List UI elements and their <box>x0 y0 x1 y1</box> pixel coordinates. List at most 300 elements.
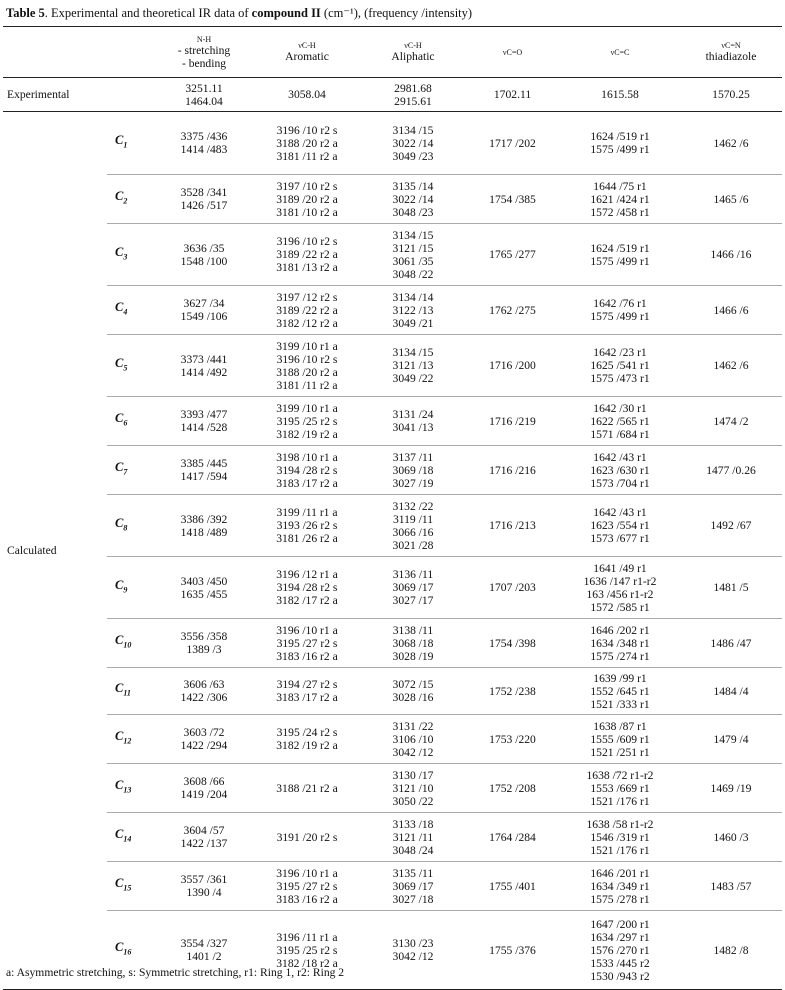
cell-value: 1482 /8 <box>713 943 749 957</box>
cell-cc <box>560 862 680 911</box>
conformer-letter: C <box>115 729 124 744</box>
cell-value: 1638 /87 r1 <box>593 719 647 733</box>
cell-value: 1716 /219 <box>489 414 536 428</box>
cell-aliph <box>361 224 465 286</box>
compound-name: compound II <box>251 6 321 20</box>
cell-value: 1572 /585 r1 <box>590 600 650 614</box>
cell-value: 3069 /17 <box>392 879 434 893</box>
exp-arom <box>253 78 361 112</box>
cell-value: 1422 /294 <box>180 739 228 752</box>
table-caption <box>6 5 472 21</box>
conformer-index: 7 <box>123 467 128 477</box>
cell-value: 3133 /18 <box>392 817 434 831</box>
conformer-name <box>107 335 155 397</box>
cell-value: 3182 /12 r2 a <box>276 316 338 330</box>
conformer-letter: C <box>115 515 124 530</box>
caption-text-b: (cm⁻¹), (frequency /intensity) <box>320 6 473 20</box>
header-co <box>465 27 560 78</box>
cell-value: 1462 /6 <box>713 136 749 150</box>
conformer-name <box>107 286 155 335</box>
cell-nh <box>155 668 253 715</box>
calculated-row <box>3 335 782 397</box>
calculated-row <box>3 619 782 668</box>
cell-value: 1575 /499 r1 <box>590 310 650 323</box>
cell-aliph <box>361 619 465 668</box>
exp-aliph-1: 2981.68 <box>394 81 432 95</box>
cell-value: 1755 /401 <box>489 879 536 893</box>
cell-aliph <box>361 397 465 446</box>
cell-cc <box>560 286 680 335</box>
cell-value: 3181 /13 r2 a <box>276 261 338 274</box>
cell-value: 3069 /18 <box>392 463 434 477</box>
cell-value: 3198 /10 r1 a <box>276 450 338 464</box>
cell-value: 3195 /25 r2 s <box>276 943 338 957</box>
cell-arom <box>253 862 361 911</box>
conformer-letter: C <box>115 355 124 370</box>
cell-nh <box>155 446 253 495</box>
cell-value: 1553 /669 r1 <box>590 781 650 795</box>
cell-value: 1638 /72 r1-r2 <box>586 768 654 782</box>
header-nh-l1: - stretching <box>177 43 231 57</box>
calculated-row <box>3 112 782 175</box>
cell-value: 3049 /23 <box>392 149 434 163</box>
cell-value: 1642 /76 r1 <box>593 297 647 310</box>
cell-value: 3050 /22 <box>392 794 434 808</box>
cell-value: 3048 /23 <box>392 205 434 219</box>
header-aliph-sub: νC-H <box>404 41 422 50</box>
cell-cn <box>680 335 782 397</box>
cell-value: 3375 /436 <box>180 130 228 143</box>
cell-value: 1634 /297 r1 <box>590 930 650 944</box>
cell-value: 3027 /19 <box>392 476 434 490</box>
cell-value: 1716 /216 <box>489 463 536 477</box>
cell-value: 3189 /20 r2 a <box>276 192 338 206</box>
cell-value: 1414 /483 <box>180 143 228 156</box>
cell-value: 3132 /22 <box>392 499 434 513</box>
cell-arom <box>253 668 361 715</box>
conformer-name <box>107 813 155 862</box>
cell-aliph <box>361 668 465 715</box>
cell-cn <box>680 446 782 495</box>
cell-aliph <box>361 286 465 335</box>
cell-value: 3069 /17 <box>392 581 434 594</box>
conformer-index: 2 <box>123 196 128 206</box>
cell-value: 1401 /2 <box>186 950 222 963</box>
exp-aliph-2: 2915.61 <box>394 94 432 108</box>
cell-value: 1716 /213 <box>489 519 536 532</box>
cell-value: 3182 /19 r2 a <box>276 739 338 752</box>
cell-co <box>465 112 560 175</box>
cell-cc <box>560 557 680 619</box>
cell-nh <box>155 557 253 619</box>
cell-nh <box>155 619 253 668</box>
cell-value: 1479 /4 <box>713 732 749 746</box>
cell-value: 1521 /251 r1 <box>590 745 650 759</box>
cell-co <box>465 764 560 813</box>
conformer-name <box>107 112 155 175</box>
conformer-letter: C <box>115 633 124 648</box>
cell-value: 1530 /943 r2 <box>590 969 650 983</box>
conformer-index: 9 <box>123 585 128 595</box>
cell-value: 3134 /14 <box>392 290 434 304</box>
cell-value: 1765 /277 <box>489 248 536 261</box>
cell-value: 3188 /20 r2 a <box>276 365 338 379</box>
table-label: Table 5 <box>6 6 45 20</box>
header-cc <box>560 27 680 78</box>
cell-value: 3028 /19 <box>392 649 434 663</box>
cell-arom <box>253 715 361 764</box>
cell-value: 1639 /99 r1 <box>593 671 647 685</box>
cell-cn <box>680 224 782 286</box>
cell-aliph <box>361 446 465 495</box>
conformer-index: 1 <box>123 140 128 150</box>
exp-cn <box>680 78 782 112</box>
cell-value: 3022 /14 <box>392 136 434 150</box>
exp-aliph <box>361 78 465 112</box>
cell-cc <box>560 911 680 990</box>
cell-arom <box>253 175 361 224</box>
conformer-index: 16 <box>123 947 132 957</box>
conformer-letter: C <box>115 681 124 696</box>
cell-value: 1481 /5 <box>713 581 749 594</box>
cell-aliph <box>361 862 465 911</box>
conformer-name <box>107 175 155 224</box>
cell-value: 1717 /202 <box>489 136 536 150</box>
cell-value: 1755 /376 <box>489 943 536 957</box>
cell-value: 1422 /306 <box>180 691 228 704</box>
cell-value: 1389 /3 <box>186 643 222 656</box>
cell-value: 3021 /28 <box>392 538 434 552</box>
conformer-index: 14 <box>123 834 132 844</box>
cell-cc <box>560 813 680 862</box>
cell-value: 1762 /275 <box>489 303 536 317</box>
cell-cc <box>560 764 680 813</box>
conformer-letter: C <box>115 411 124 426</box>
conformer-letter: C <box>115 577 124 592</box>
conformer-index: 3 <box>123 252 128 262</box>
cell-aliph <box>361 175 465 224</box>
cell-value: 1647 /200 r1 <box>590 917 650 931</box>
cell-nh <box>155 715 253 764</box>
cell-cc <box>560 397 680 446</box>
cell-cc <box>560 175 680 224</box>
cell-value: 3041 /13 <box>392 421 434 434</box>
cell-value: 3195 /25 r2 s <box>276 414 338 428</box>
cell-co <box>465 668 560 715</box>
table-footnote: a: Asymmetric stretching, s: Symmetric stretching, r1: Ring 1, r2: Ring 2 <box>6 966 345 979</box>
header-blank-2 <box>107 27 155 78</box>
cell-aliph <box>361 715 465 764</box>
cell-co <box>465 175 560 224</box>
cell-value: 3028 /16 <box>392 691 434 704</box>
conformer-index: 8 <box>123 523 128 533</box>
cell-value: 1642 /23 r1 <box>593 346 647 359</box>
cell-nh <box>155 286 253 335</box>
header-ch-arom <box>253 27 361 78</box>
calculated-row <box>3 224 782 286</box>
cell-value: 3106 /10 <box>392 732 434 746</box>
cell-value: 3196 /12 r1 a <box>276 568 338 581</box>
cell-value: 1575 /499 r1 <box>590 143 650 156</box>
cell-value: 1555 /609 r1 <box>590 732 650 746</box>
cell-value: 3197 /12 r2 s <box>276 290 338 304</box>
cell-value: 3121 /15 <box>392 241 434 255</box>
conformer-name <box>107 764 155 813</box>
cell-arom <box>253 224 361 286</box>
cell-value: 3066 /16 <box>392 525 434 539</box>
cell-aliph <box>361 112 465 175</box>
cell-value: 3049 /21 <box>392 316 434 330</box>
cell-arom <box>253 335 361 397</box>
header-cn-sub: νC=N <box>721 41 741 50</box>
conformer-letter: C <box>115 133 124 148</box>
cell-cn <box>680 911 782 990</box>
cell-value: 3048 /24 <box>392 843 434 857</box>
cell-arom <box>253 397 361 446</box>
cell-value: 3138 /11 <box>392 623 434 637</box>
cell-value: 3183 /16 r2 a <box>276 649 338 663</box>
cell-value: 3134 /15 <box>392 228 434 242</box>
cell-value: 1390 /4 <box>186 886 222 899</box>
cell-cn <box>680 286 782 335</box>
cell-value: 1752 /238 <box>489 684 536 698</box>
cell-value: 1466 /6 <box>713 303 749 317</box>
cell-value: 1533 /445 r2 <box>590 956 650 970</box>
cell-value: 1634 /349 r1 <box>590 879 650 893</box>
cell-value: 3199 /10 r1 a <box>276 401 338 415</box>
exp-cc <box>560 78 680 112</box>
cell-value: 1638 /58 r1-r2 <box>586 817 654 831</box>
header-arom-l1: Aromatic <box>285 50 329 63</box>
exp-arom-1: 3058.04 <box>288 88 326 101</box>
cell-co <box>465 862 560 911</box>
cell-nh <box>155 112 253 175</box>
cell-value: 1716 /200 <box>489 359 536 372</box>
cell-co <box>465 286 560 335</box>
cell-value: 1521 /176 r1 <box>590 794 650 808</box>
cell-value: 3042 /12 <box>392 745 434 759</box>
cell-co <box>465 446 560 495</box>
cell-value: 3181 /26 r2 a <box>276 532 338 545</box>
conformer-letter: C <box>115 244 124 259</box>
cell-value: 3636 /35 <box>183 241 225 255</box>
cell-nh <box>155 175 253 224</box>
cell-value: 3554 /327 <box>180 937 228 950</box>
conformer-index: 13 <box>123 785 132 795</box>
header-nh <box>155 27 253 78</box>
cell-value: 3528 /341 <box>180 186 228 199</box>
calculated-label: Calculated <box>3 112 107 990</box>
cell-value: 3181 /10 r2 a <box>276 205 338 219</box>
cell-value: 3385 /445 <box>180 457 228 470</box>
cell-value: 3603 /72 <box>183 726 225 739</box>
cell-value: 3196 /10 r2 s <box>276 235 338 248</box>
cell-nh <box>155 397 253 446</box>
cell-value: 3194 /27 r2 s <box>276 678 338 691</box>
cell-value: 3137 /11 <box>392 450 434 464</box>
cell-cn <box>680 764 782 813</box>
cell-aliph <box>361 764 465 813</box>
calculated-row <box>3 286 782 335</box>
cell-value: 1622 /565 r1 <box>590 414 650 428</box>
cell-value: 1492 /67 <box>710 519 752 532</box>
cell-value: 3604 /57 <box>183 824 225 837</box>
cell-value: 3136 /11 <box>392 568 434 581</box>
cell-value: 3197 /10 r2 s <box>276 179 338 193</box>
cell-value: 3403 /450 <box>180 574 228 588</box>
header-nh-sub: N-H <box>196 34 212 44</box>
header-ch-aliph <box>361 27 465 78</box>
cell-value: 3196 /10 r1 a <box>276 866 338 880</box>
conformer-index: 10 <box>123 640 132 650</box>
cell-value: 3386 /392 <box>180 512 228 526</box>
cell-value: 3188 /20 r2 a <box>276 136 338 150</box>
cell-value: 3027 /17 <box>392 594 434 607</box>
exp-nh-1: 3251.11 <box>185 81 223 95</box>
cell-cn <box>680 112 782 175</box>
exp-co <box>465 78 560 112</box>
cell-value: 3196 /10 r1 a <box>276 623 338 637</box>
cell-value: 3194 /28 r2 s <box>276 463 338 477</box>
cell-value: 3199 /11 r1 a <box>276 506 338 519</box>
conformer-name <box>107 668 155 715</box>
cell-value: 3134 /15 <box>392 123 434 137</box>
cell-arom <box>253 813 361 862</box>
cell-value: 3119 /11 <box>392 512 434 526</box>
cell-cc <box>560 619 680 668</box>
cell-arom <box>253 286 361 335</box>
experimental-label: Experimental <box>3 78 155 112</box>
cell-value: 1486 /47 <box>710 636 752 650</box>
cell-co <box>465 397 560 446</box>
cell-cn <box>680 862 782 911</box>
cell-value: 163 /456 r1-r2 <box>586 587 654 601</box>
cell-value: 3189 /22 r2 a <box>276 248 338 261</box>
cell-cc <box>560 335 680 397</box>
cell-value: 1754 /398 <box>489 636 536 650</box>
cell-value: 1573 /704 r1 <box>590 476 650 490</box>
cell-arom <box>253 495 361 557</box>
cell-value: 3181 /11 r2 a <box>276 149 338 163</box>
cell-value: 3606 /63 <box>183 678 225 691</box>
calculated-row <box>3 175 782 224</box>
cell-value: 1552 /645 r1 <box>590 684 650 698</box>
cell-aliph <box>361 495 465 557</box>
caption-text-a: . Experimental and theoretical IR data of <box>44 6 252 20</box>
cell-value: 3189 /22 r2 a <box>276 303 338 317</box>
conformer-name <box>107 619 155 668</box>
cell-value: 1575 /473 r1 <box>590 372 650 385</box>
cell-nh <box>155 495 253 557</box>
conformer-index: 15 <box>123 883 132 893</box>
conformer-name <box>107 224 155 286</box>
cell-value: 3182 /19 r2 a <box>276 427 338 441</box>
cell-value: 1625 /541 r1 <box>590 359 650 372</box>
header-aliph-l1: Aliphatic <box>391 50 435 63</box>
cell-value: 1419 /204 <box>180 788 228 801</box>
cell-cc <box>560 112 680 175</box>
cell-value: 3049 /22 <box>392 372 434 385</box>
cell-value: 3135 /14 <box>392 179 434 193</box>
cell-value: 3130 /23 <box>392 937 434 950</box>
cell-value: 3131 /22 <box>392 719 434 733</box>
cell-value: 3135 /11 <box>392 866 434 880</box>
exp-cc-1: 1615.58 <box>601 88 639 101</box>
calculated-row <box>3 557 782 619</box>
conformer-index: 12 <box>123 736 132 746</box>
conformer-name <box>107 446 155 495</box>
cell-co <box>465 557 560 619</box>
cell-cc <box>560 715 680 764</box>
cell-value: 1422 /137 <box>180 837 228 850</box>
cell-value: 3195 /27 r2 s <box>276 879 338 893</box>
cell-value: 1752 /208 <box>489 781 536 795</box>
calculated-row <box>3 446 782 495</box>
cell-value: 3121 /10 <box>392 781 434 795</box>
header-cn-l1: thiadiazole <box>705 50 757 63</box>
header-arom-sub: νC-H <box>298 41 316 50</box>
cell-value: 1624 /519 r1 <box>590 130 650 143</box>
cell-value: 1573 /677 r1 <box>590 532 650 545</box>
calculated-row <box>3 764 782 813</box>
cell-co <box>465 224 560 286</box>
cell-value: 3121 /11 <box>392 830 434 844</box>
cell-arom <box>253 557 361 619</box>
cell-value: 3195 /27 r2 s <box>276 636 338 650</box>
cell-value: 1575 /499 r1 <box>590 254 650 268</box>
cell-value: 3022 /14 <box>392 192 434 206</box>
cell-value: 3131 /24 <box>392 408 434 421</box>
cell-value: 1634 /348 r1 <box>590 636 650 650</box>
cell-value: 1417 /594 <box>180 470 228 483</box>
exp-cn-1: 1570.25 <box>712 88 750 101</box>
conformer-index: 6 <box>123 418 128 428</box>
cell-value: 1646 /202 r1 <box>590 623 650 637</box>
conformer-name <box>107 557 155 619</box>
conformer-letter: C <box>115 778 124 793</box>
cell-aliph <box>361 557 465 619</box>
cell-value: 3061 /35 <box>392 254 434 268</box>
cell-arom <box>253 619 361 668</box>
cell-value: 3557 /361 <box>180 873 228 886</box>
cell-value: 1642 /30 r1 <box>593 401 647 415</box>
cell-value: 3373 /441 <box>180 352 228 366</box>
cell-value: 3072 /15 <box>392 678 434 691</box>
cell-value: 3183 /17 r2 a <box>276 476 338 490</box>
cell-arom <box>253 112 361 175</box>
cell-value: 3194 /28 r2 s <box>276 581 338 594</box>
cell-value: 3196 /10 r2 s <box>276 123 338 137</box>
conformer-index: 11 <box>123 688 131 698</box>
conformer-letter: C <box>115 300 124 315</box>
cell-value: 1521 /176 r1 <box>590 843 650 857</box>
cell-value: 3027 /18 <box>392 892 434 906</box>
cell-value: 1465 /6 <box>713 192 749 206</box>
cell-value: 3199 /10 r1 a <box>276 339 338 353</box>
cell-value: 3183 /16 r2 a <box>276 892 338 906</box>
conformer-letter: C <box>115 940 124 955</box>
cell-value: 1621 /424 r1 <box>590 192 650 206</box>
header-row <box>3 27 782 78</box>
cell-value: 3068 /18 <box>392 636 434 650</box>
conformer-letter: C <box>115 189 124 204</box>
calculated-row <box>3 668 782 715</box>
cell-arom <box>253 446 361 495</box>
cell-cn <box>680 495 782 557</box>
cell-value: 1414 /492 <box>180 365 228 379</box>
cell-co <box>465 619 560 668</box>
cell-value: 3608 /66 <box>183 775 225 788</box>
